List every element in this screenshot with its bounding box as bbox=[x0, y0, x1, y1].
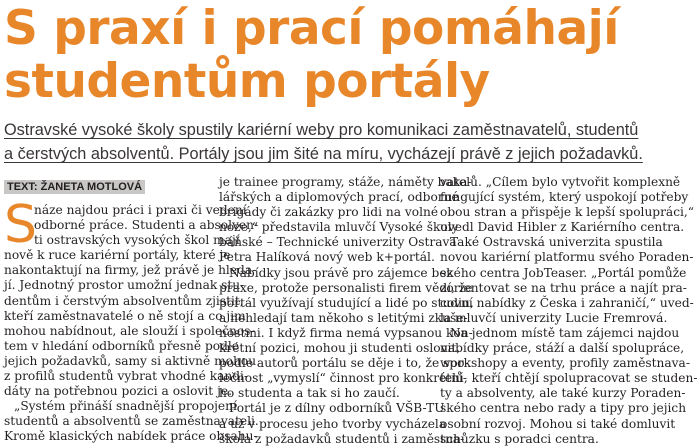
body-text-line: báňské – Technické univerzity Ostrava bbox=[219, 235, 457, 250]
body-text-line: portál využívají studující a lidé po studiu, bbox=[219, 295, 474, 310]
body-text-line: vatelů. „Cílem bylo vytvořit komplexně bbox=[440, 175, 681, 189]
body-text-line: osobní rozvoj. Mohou si také domluvit bbox=[440, 416, 676, 431]
body-text-line: Petra Halíková nový web k+portál. bbox=[219, 250, 435, 265]
lede bbox=[4, 118, 656, 166]
column-2 bbox=[219, 175, 474, 447]
body-text-line: krétní pozici, mohou ji studenti oslovit, bbox=[219, 341, 461, 356]
lede-line: a čerstvých absolventů. Portály jsou jim šité na míru, vycházejí právě z jejich požadavků. bbox=[4, 145, 643, 163]
body-text-line: ského centra nebo rady a tipy pro jejich bbox=[440, 401, 687, 416]
body-text-line: ského centra JobTeaser. „Portál pomůže bbox=[440, 265, 687, 280]
body-text-line: Portál je z dílny odborníků VŠB-TU bbox=[229, 401, 445, 416]
body-text-line: odborné práce. Studenti a absolven- bbox=[34, 218, 259, 233]
body-text-line: podle autorů portálu se děje i to, že spo- bbox=[219, 356, 469, 371]
column-1 bbox=[4, 195, 259, 445]
body-text-line: schůzku s poradci centra. bbox=[440, 431, 599, 446]
lede-line: Ostravské vysoké školy spustily kariérní weby pro komunikaci zaměstnavatelů, studentů bbox=[4, 121, 639, 139]
body-text-line: uvedl David Hibler z Kariérního centra. bbox=[440, 220, 685, 235]
body-text-line: workshopy a eventy, profily zaměstnava- bbox=[440, 356, 690, 371]
body-text-line: noze,“ představila mluvčí Vysoké školy bbox=[219, 220, 459, 235]
body-text-line: telů, kteří chtějí spolupracovat se studen- bbox=[440, 371, 697, 386]
body-text-line: a už v procesu jeho tvorby vycházela bbox=[219, 416, 447, 431]
body-text-line: nově k ruce kariérní portály, které je bbox=[4, 248, 231, 263]
column-3 bbox=[440, 175, 697, 447]
body-text-line: nakontaktují na firmy, jež právě je hleda- bbox=[4, 263, 257, 278]
body-text-line: studentů a absolventů se zaměstnavateli. bbox=[4, 414, 259, 429]
body-text-line: Nabídky jsou právě pro zájemce bez bbox=[229, 265, 453, 280]
headline-line: studentům portály bbox=[4, 54, 490, 109]
body-text-line: obou stran a přispěje k lepší spolupráci,“ bbox=[440, 205, 695, 220]
body-text-line: je trainee programy, stáže, náměty baka- bbox=[219, 175, 472, 189]
body-text-line: dentům i čerstvým absolventům zjistit, bbox=[4, 293, 244, 308]
body-text-line: ty a absolventy, ale také kurzy Poraden- bbox=[440, 386, 686, 401]
body-text-line: z profilů studentů vybrat vhodné kandi- bbox=[4, 369, 249, 384]
body-text-line: nabídky práce, stáží a další spolupráce, bbox=[440, 341, 685, 356]
body-text-line: nostmi. I když firma nemá vypsanou kon- bbox=[219, 325, 473, 340]
body-text-line: tem v hledání odborníků přesně podle bbox=[4, 338, 239, 353]
body-text-line: ho studenta a tak si ho zaučí. bbox=[219, 386, 400, 401]
body-text-line: lečnost „vymyslí“ činnost pro konkrétní- bbox=[219, 371, 467, 386]
body-text-line: mohou nabídnout, ale slouží i společnos- bbox=[4, 323, 255, 338]
body-text-line: fungující systém, který uspokojí potřeby bbox=[440, 190, 689, 205]
body-text-line: kteří zaměstnavatelé o ně stojí a co jim bbox=[4, 308, 246, 323]
body-text-line: novou kariérní platformu svého Poraden- bbox=[440, 250, 694, 265]
body-text-line: zorientovat se na trhu práce a najít pra- bbox=[440, 280, 687, 295]
body-text-line: brigády či zakázky pro lidi na volné bbox=[219, 205, 439, 220]
headline-line: S praxí i prací pomáhají bbox=[4, 1, 619, 56]
body-text-line: covní nabídky z Česka i zahraničí,“ uved- bbox=[440, 295, 694, 310]
body-text-line: dáty na potřebnou pozici a oslovit je. bbox=[4, 384, 232, 399]
body-text-line: škola z požadavků studentů i zaměstna- bbox=[219, 431, 465, 446]
body-text-line: jejich požadavků, samy si aktivně mohou bbox=[4, 353, 257, 368]
body-text-line: Na jednom místě tam zájemci najdou bbox=[450, 325, 680, 340]
body-text-line: praxe, protože personalisti firem vědí, že bbox=[219, 280, 473, 295]
body-text-line: la mluvčí univerzity Lucie Fremrová. bbox=[440, 310, 668, 325]
body-text-line: Také Ostravská univerzita spustila bbox=[450, 235, 663, 250]
headline bbox=[4, 2, 619, 108]
body-text-line: náze najdou práci i praxi či vedení bbox=[34, 203, 247, 217]
byline: TEXT: ŽANETA MOTLOVÁ bbox=[4, 180, 145, 194]
body-text-line: „Systém přináší snadnější propojení bbox=[14, 399, 237, 414]
body-text-line: ti ostravských vysokých škol mají bbox=[34, 233, 240, 248]
drop-cap: S bbox=[4, 195, 38, 255]
body-text-line: lářských a diplomových prací, odborné bbox=[219, 190, 459, 205]
body-text-line: jí. Jednotný prostor umožní jednak stu- bbox=[4, 278, 245, 293]
body-text-line: Kromě klasických nabídek práce obsahu- bbox=[4, 429, 258, 444]
body-text-line: a nehledají tam někoho s letitými zkuše- bbox=[219, 310, 468, 325]
